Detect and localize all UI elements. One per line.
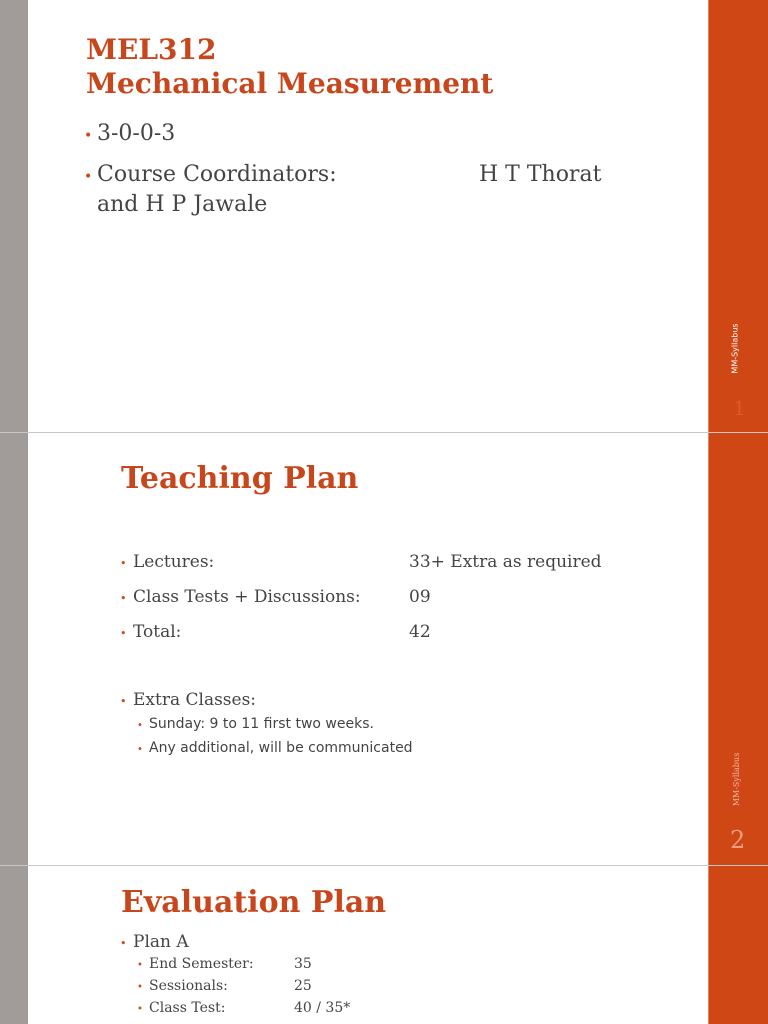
bullet-icon: • — [120, 937, 127, 950]
plan-label: Plan A — [133, 932, 189, 952]
bullet-icon: • — [137, 744, 143, 755]
sub-list-item — [137, 999, 225, 1019]
slide-number: 2 — [730, 826, 746, 854]
row-value: 42 — [409, 622, 431, 642]
coordinators-label: Course Coordinators: — [97, 162, 337, 187]
row-label: End Semester: — [149, 956, 254, 972]
slide-1 — [0, 0, 768, 432]
bullet-icon: • — [137, 720, 143, 731]
course-code: MEL312 — [86, 33, 217, 66]
bullet-icon: • — [84, 128, 93, 144]
sub-list-item — [137, 715, 374, 735]
right-accent-bar — [708, 0, 768, 432]
sub-list-item — [137, 955, 254, 975]
slide-title: Evaluation Plan — [121, 885, 387, 920]
sub-item-text: Any additional, will be communicated — [149, 740, 413, 756]
plan-item — [120, 931, 189, 955]
right-accent-bar — [708, 866, 768, 1024]
slide-footer: MM-Syllabus — [732, 752, 742, 807]
row-label: Sessionals: — [149, 978, 228, 994]
row-value: 40 / 35* — [294, 1000, 351, 1016]
list-item — [120, 621, 181, 645]
sub-item-text: Sunday: 9 to 11 first two weeks. — [149, 716, 374, 732]
row-value: 35 — [294, 956, 312, 972]
bullet-icon: • — [84, 169, 93, 185]
row-label: Class Tests + Discussions: — [133, 587, 361, 607]
extra-classes-label: Extra Classes: — [133, 690, 257, 710]
course-name: Mechanical Measurement — [86, 67, 494, 100]
bullet-credits — [84, 120, 175, 150]
right-accent-bar — [708, 433, 768, 865]
row-label: Class Test: — [149, 1000, 226, 1016]
bullet-icon: • — [120, 557, 127, 570]
bullet-icon: • — [137, 982, 143, 993]
credits-text: 3-0-0-3 — [97, 121, 176, 146]
list-item — [120, 586, 361, 610]
slide-2 — [0, 433, 768, 865]
left-accent-bar — [0, 0, 28, 432]
row-value: 33+ Extra as required — [409, 552, 602, 572]
left-accent-bar — [0, 433, 28, 865]
row-value: 09 — [409, 587, 431, 607]
bullet-icon: • — [137, 1004, 143, 1015]
slide-footer: MM-Syllabus — [730, 323, 740, 374]
slide-title — [86, 33, 493, 101]
extra-classes-item — [120, 689, 256, 713]
list-item — [120, 551, 214, 575]
coordinator-2: and H P Jawale — [97, 192, 268, 217]
row-label: Total: — [133, 622, 182, 642]
bullet-icon: • — [137, 960, 143, 971]
row-value: 25 — [294, 978, 312, 994]
left-accent-bar — [0, 866, 28, 1024]
slide-3 — [0, 866, 768, 1024]
bullet-icon: • — [120, 592, 127, 605]
bullet-icon: • — [120, 695, 127, 708]
slide-title: Teaching Plan — [121, 461, 359, 496]
bullet-icon: • — [120, 627, 127, 640]
sub-list-item — [137, 739, 413, 759]
row-label: Lectures: — [133, 552, 215, 572]
slide-number: 1 — [733, 396, 746, 420]
bullet-coordinators — [84, 161, 337, 191]
coordinator-1: H T Thorat — [479, 162, 602, 187]
sub-list-item — [137, 977, 228, 997]
